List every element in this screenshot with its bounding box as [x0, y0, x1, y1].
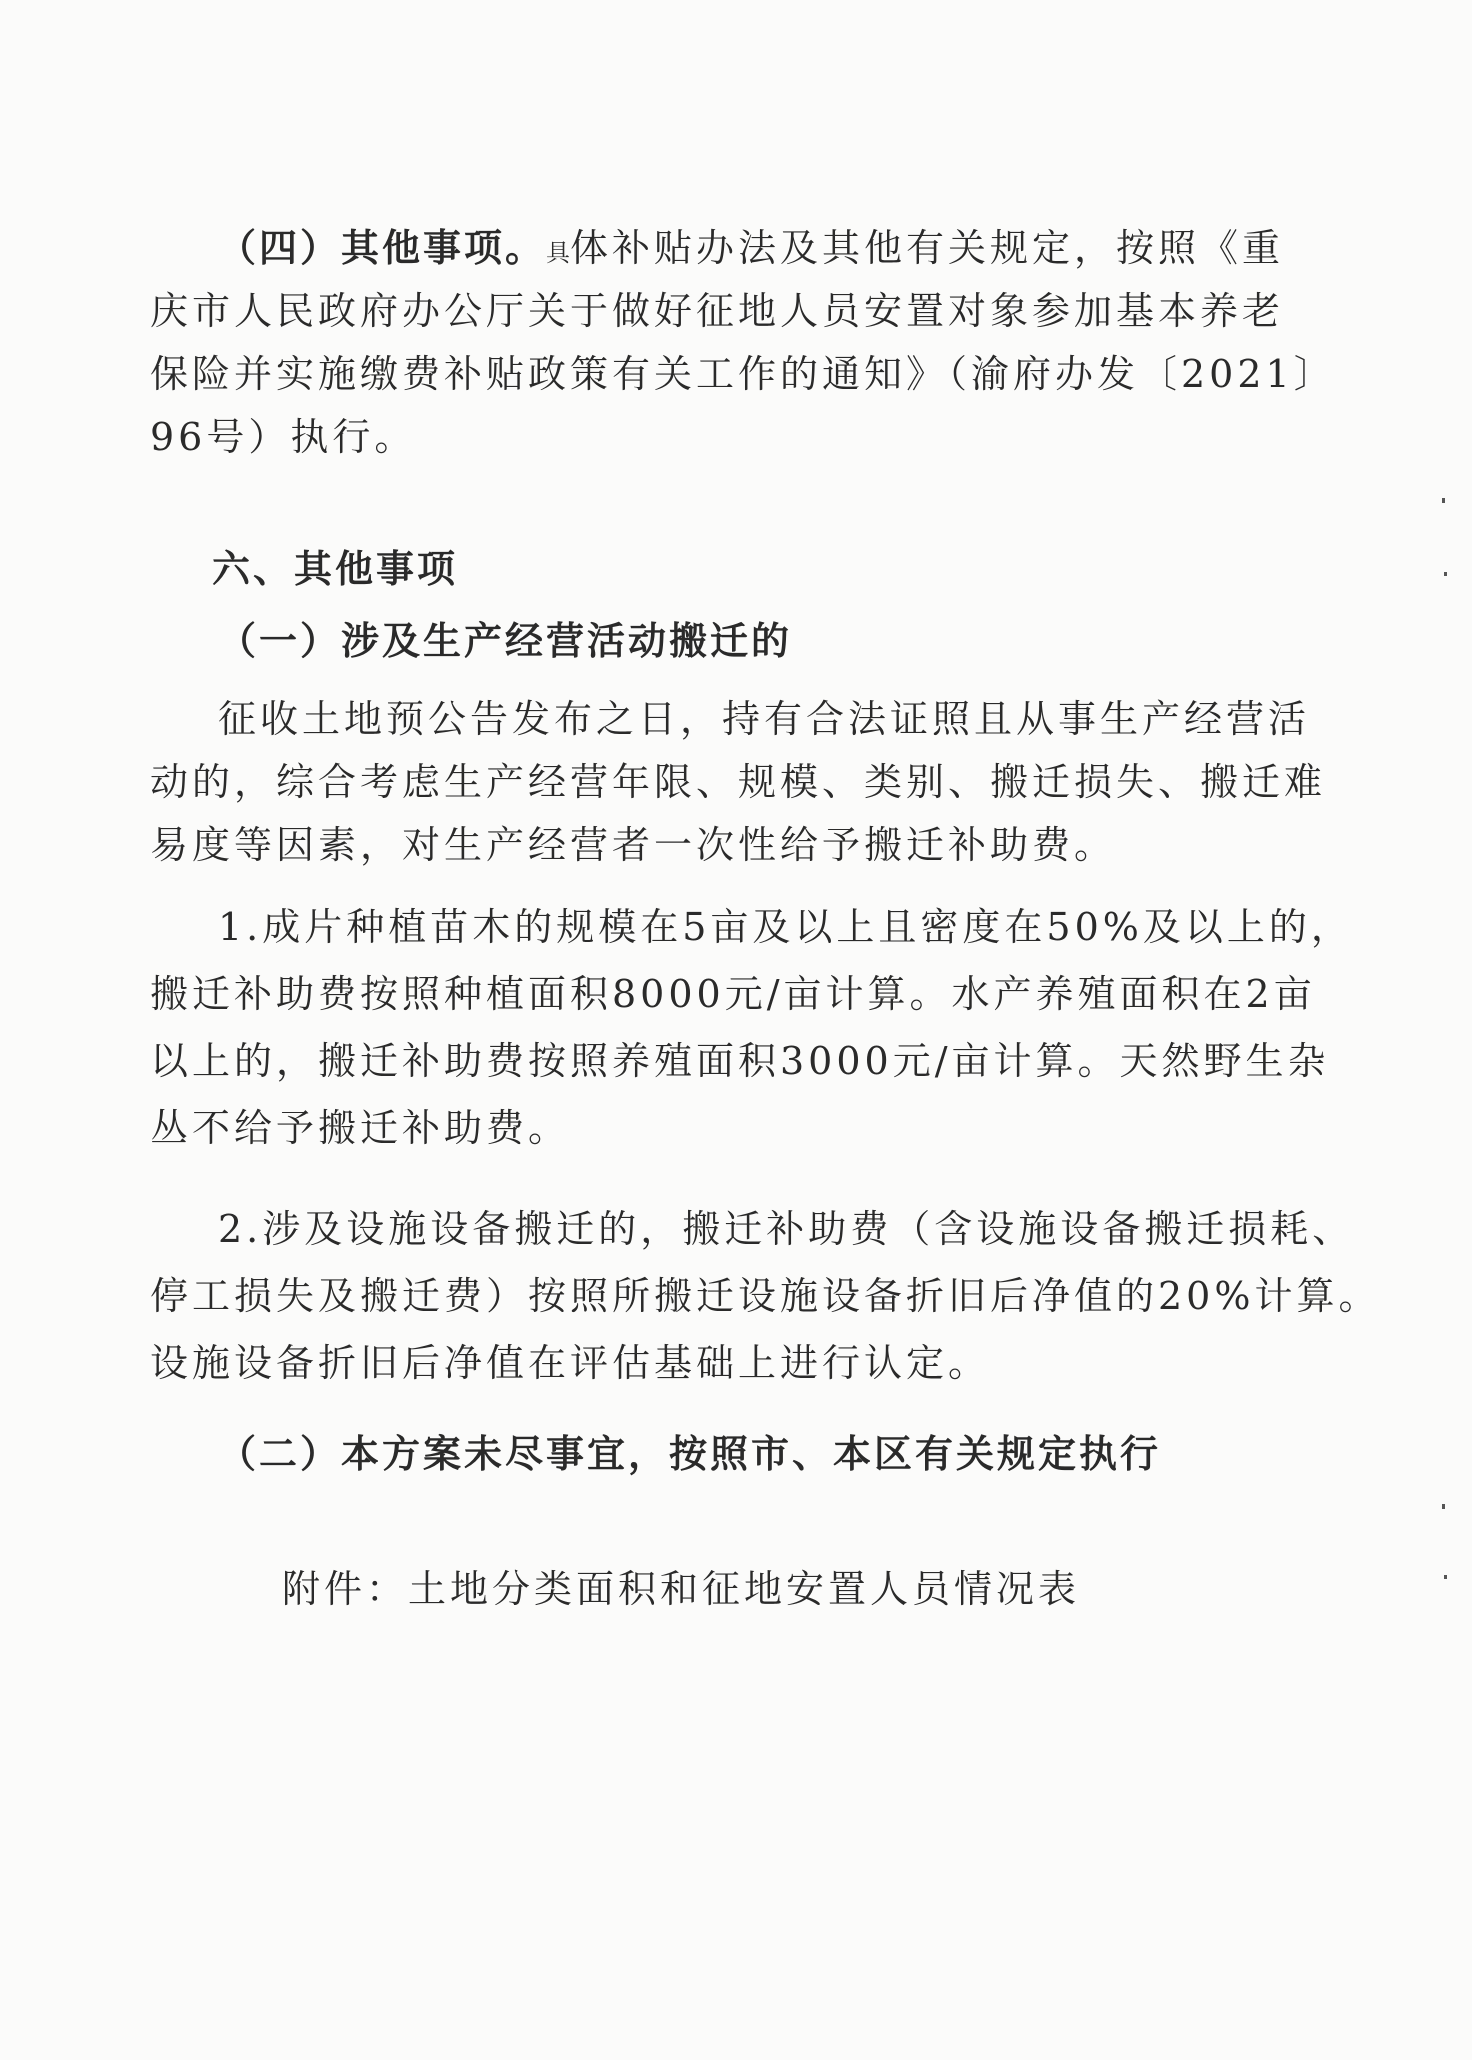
scan-mark: [1442, 1504, 1445, 1509]
sub1-intro-line-2: 动的，综合考虑生产经营年限、规模、类别、搬迁损失、搬迁难: [150, 760, 1327, 804]
section-4-line-3: 保险并实施缴费补贴政策有关工作的通知》（渝府办发〔2021〕: [150, 352, 1336, 396]
section-4-heading: （四）其他事项。: [218, 226, 547, 270]
section-6-sub2-heading: （二）本方案未尽事宜，按照市、本区有关规定执行: [218, 1432, 1162, 1476]
section-4-first-line: [218, 224, 1284, 277]
section-4-line-1: 体补贴办法及其他有关规定，按照《重: [570, 226, 1285, 270]
sub1-intro-line-1: 征收土地预公告发布之日，持有合法证照且从事生产经营活: [218, 697, 1311, 741]
scan-mark: [1444, 572, 1447, 576]
section-4-line-4: 96号）执行。: [150, 415, 417, 459]
item-1-line-3: 以上的，搬迁补助费按照养殖面积3000元/亩计算。天然野生杂: [150, 1039, 1330, 1083]
item-2-line-1: 2.涉及设施设备搬迁的，搬迁补助费（含设施设备搬迁损耗、: [218, 1207, 1355, 1251]
attachment-line: 附件：土地分类面积和征地安置人员情况表: [282, 1567, 1081, 1611]
item-1-line-2: 搬迁补助费按照种植面积8000元/亩计算。水产养殖面积在2亩: [150, 972, 1316, 1016]
section-6-heading: 六、其他事项: [212, 547, 459, 591]
scan-mark: [1444, 1575, 1447, 1579]
item-1-line-1: 1.成片种植苗木的规模在5亩及以上且密度在50%及以上的，: [218, 905, 1353, 949]
section-6-sub1-heading: （一）涉及生产经营活动搬迁的: [218, 619, 793, 663]
item-2-line-3: 设施设备折旧后净值在评估基础上进行认定。: [150, 1341, 991, 1385]
sub1-intro-line-3: 易度等因素，对生产经营者一次性给予搬迁补助费。: [150, 823, 1117, 867]
scan-mark: [1442, 498, 1445, 503]
item-2-line-2: 停工损失及搬迁费）按照所搬迁设施设备折旧后净值的20%计算。: [150, 1274, 1381, 1318]
section-4-line-2: 庆市人民政府办公厅关于做好征地人员安置对象参加基本养老: [150, 289, 1285, 333]
item-1-line-4: 丛不给予搬迁补助费。: [150, 1106, 571, 1150]
section-4-ju-char: 具: [546, 239, 571, 267]
